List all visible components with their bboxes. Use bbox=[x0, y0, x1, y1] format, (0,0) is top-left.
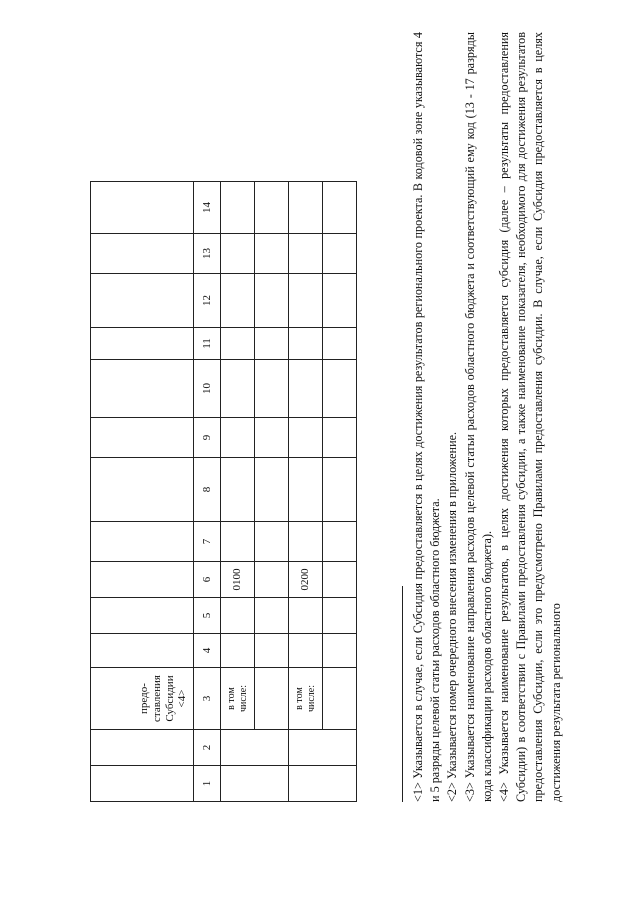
column-number: 4 bbox=[194, 634, 221, 668]
footnote-3: <3> Указывается наименование направления расходов целевой статьи расходов областного бюджета и соответствующий ему код (13 - 17 разряды кода классификации расходов областного бюджета). bbox=[462, 32, 494, 802]
table-row bbox=[289, 182, 323, 802]
footnote-1: <1> Указывается в случае, если Субсидия предоставляется в целях достижения результатов регионального проекта. В кодовой зоне указываются 4 и 5 разряды целевой статьи расходов областного бюджета. bbox=[411, 32, 443, 802]
code-cell: 0100 bbox=[221, 562, 255, 598]
column-number: 12 bbox=[194, 274, 221, 328]
header-cell-col3: предо- ставления Субсидии <4> bbox=[91, 668, 194, 730]
subsidy-results-table bbox=[90, 181, 357, 802]
column-number: 11 bbox=[194, 328, 221, 360]
table-header-row bbox=[91, 182, 194, 802]
including-cell: в том числе: bbox=[289, 668, 323, 730]
column-number: 8 bbox=[194, 458, 221, 522]
column-number: 13 bbox=[194, 234, 221, 274]
footnote-4: <4> Указывается наименование результатов, в целях достижения которых предоставляется субсидия (далее – результаты предоставления Субсидии) в соответствии с Правилами предоставления субсидии, а также наименование показателя, необходимого для достижения результатов предоставления Субсидии, если это предусмотрено Правилами предоставления субсидии. В случае, если Субсидия предоставляется в целях достижения результата регионального bbox=[497, 32, 563, 802]
column-number: 9 bbox=[194, 418, 221, 458]
footnote-2: <2> Указывается номер очередного внесения изменения в приложение. bbox=[445, 431, 460, 802]
column-number: 7 bbox=[194, 522, 221, 562]
column-number: 5 bbox=[194, 598, 221, 634]
table-row bbox=[221, 182, 255, 802]
code-cell bbox=[323, 562, 357, 598]
table-row bbox=[255, 182, 289, 802]
including-cell bbox=[255, 668, 289, 730]
footnotes bbox=[410, 32, 565, 802]
column-number: 1 bbox=[194, 766, 221, 802]
column-number: 14 bbox=[194, 182, 221, 234]
column-number: 6 bbox=[194, 562, 221, 598]
column-number-row bbox=[194, 182, 221, 802]
including-cell bbox=[323, 668, 357, 730]
including-cell: в том числе: bbox=[221, 668, 255, 730]
code-cell bbox=[255, 562, 289, 598]
column-number: 10 bbox=[194, 360, 221, 418]
footnote-separator bbox=[402, 586, 403, 802]
code-cell: 0200 bbox=[289, 562, 323, 598]
column-number: 3 bbox=[194, 668, 221, 730]
column-number: 2 bbox=[194, 730, 221, 766]
table-row bbox=[323, 182, 357, 802]
